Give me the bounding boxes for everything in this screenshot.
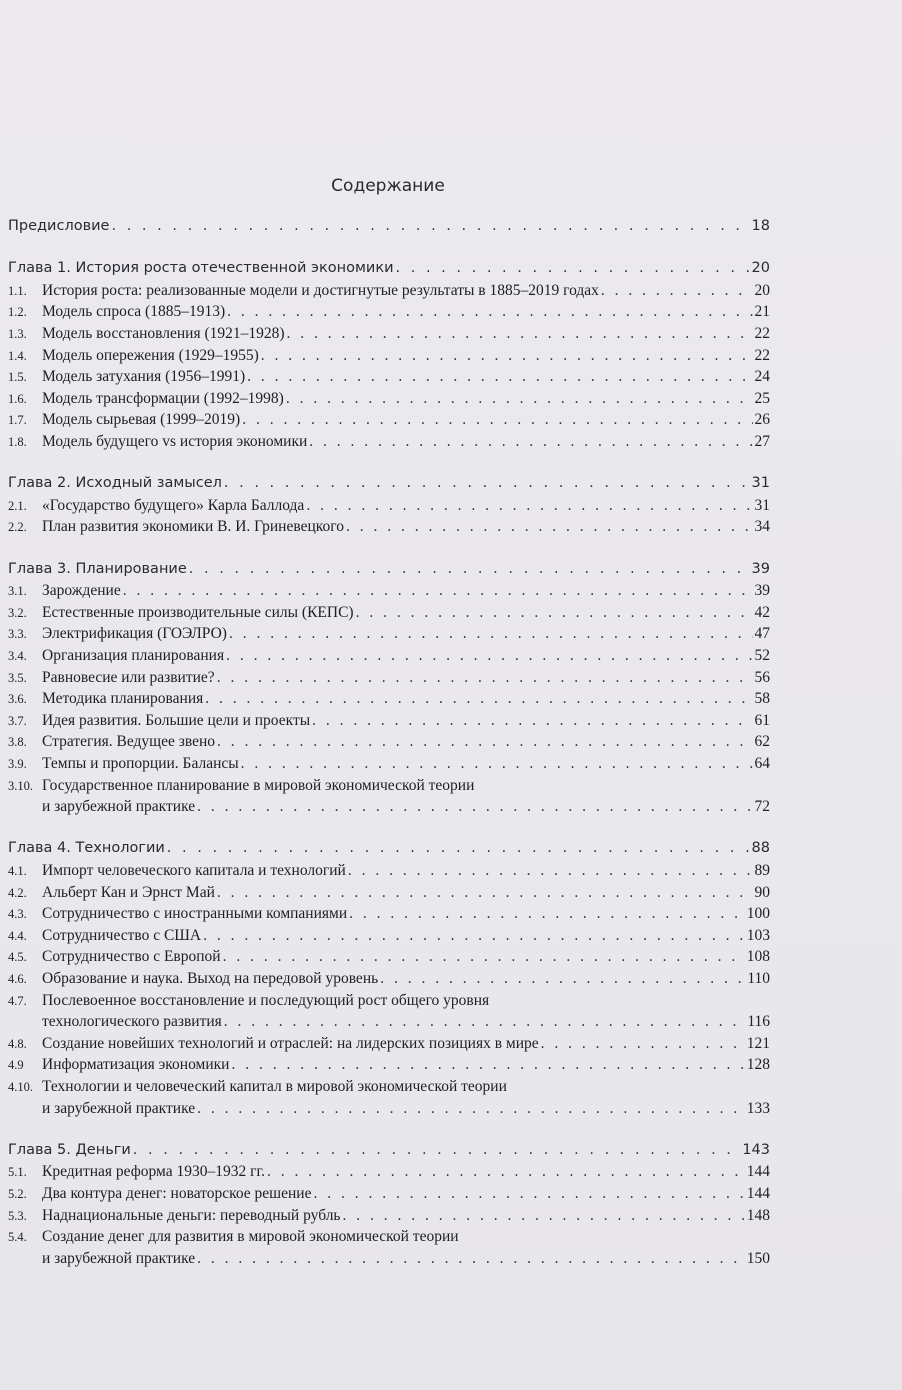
toc-section-title: Электрификация (ГОЭЛРО) xyxy=(42,625,227,643)
toc-section-title: Зарождение xyxy=(42,582,121,600)
toc-section-number: 1.8. xyxy=(8,435,27,449)
leader-dots xyxy=(346,518,753,536)
toc-section-title: Государственное планирование в мировой экономической теории xyxy=(42,776,475,794)
toc-preface-label: Предисловие xyxy=(8,218,110,234)
toc-section-number: 3.3. xyxy=(8,627,27,642)
toc-section-number: 4.1. xyxy=(8,864,27,878)
toc-chapter-label: Глава 2. Исходный замысел xyxy=(8,475,222,492)
toc-section-number: 4.2. xyxy=(8,885,27,900)
toc-section-title: Технологии и человеческий капитал в мировой экономической теории xyxy=(42,1078,507,1095)
toc-section-title: Послевоенное восстановление и последующий рост общего уровня xyxy=(42,991,490,1009)
toc-page-number: 24 xyxy=(754,368,770,386)
toc-section-number: 4.4. xyxy=(8,928,27,943)
toc-section-number: 1.5. xyxy=(8,370,27,385)
toc-section-number: 3.9. xyxy=(8,757,27,771)
leader-dots xyxy=(231,1056,744,1074)
toc-section[interactable] xyxy=(8,1185,770,1206)
toc-chapter[interactable] xyxy=(8,840,770,861)
toc-section[interactable] xyxy=(8,647,770,668)
leader-dots xyxy=(306,497,752,515)
toc-page-number: 121 xyxy=(746,1034,770,1052)
toc-section-title: Методика планирования xyxy=(42,690,204,708)
toc-chapter[interactable] xyxy=(8,561,770,582)
toc-section[interactable] xyxy=(8,733,770,754)
toc-section-title: План развития экономики В. И. Гриневецкого xyxy=(42,518,344,536)
toc-page-number: 34 xyxy=(754,518,770,536)
toc-section-number: 3.1. xyxy=(8,584,27,599)
toc-page-number: 47 xyxy=(754,625,770,643)
leader-dots xyxy=(261,347,753,365)
toc-section-title: Два контура денег: новаторское решение xyxy=(42,1185,312,1202)
toc-page-number: 62 xyxy=(754,733,770,751)
toc-section[interactable] xyxy=(8,862,770,883)
toc-section-title-cont: и зарубежной практике xyxy=(42,798,196,816)
leader-dots xyxy=(111,218,749,234)
leader-dots xyxy=(229,625,753,643)
leader-dots xyxy=(343,1207,745,1225)
leader-dots xyxy=(217,669,753,687)
toc-section-number: 5.2. xyxy=(8,1187,27,1201)
leader-dots xyxy=(203,927,745,945)
leader-dots xyxy=(133,1142,741,1158)
toc-section-title-cont: и зарубежной практике xyxy=(42,1249,196,1267)
leader-dots xyxy=(287,325,753,343)
toc-page-number: 143 xyxy=(742,1141,770,1158)
toc-section-title: Сотрудничество с США xyxy=(42,926,202,944)
toc-section-number: 3.6. xyxy=(8,692,27,707)
toc-chapter-label: Глава 5. Деньги xyxy=(8,1141,131,1158)
toc-section[interactable] xyxy=(8,1228,770,1249)
toc-section-number: 1.7. xyxy=(8,413,27,428)
toc-page-number: 42 xyxy=(754,603,770,621)
leader-dots xyxy=(223,948,745,966)
leader-dots xyxy=(356,604,753,622)
toc-section-number: 4.8. xyxy=(8,1036,27,1051)
toc-page-number: 25 xyxy=(754,389,770,407)
toc-page-number: 27 xyxy=(754,433,770,450)
toc-chapter-label: Глава 1. История роста отечественной экономики xyxy=(8,260,394,277)
toc-section[interactable] xyxy=(8,347,770,368)
toc-section-title: «Государство будущего» Карла Баллода xyxy=(42,496,305,514)
toc-page-number: 116 xyxy=(747,1013,770,1031)
toc-section[interactable] xyxy=(8,970,770,991)
toc-page-number: 103 xyxy=(746,926,770,944)
toc-section-continuation[interactable] xyxy=(8,1013,770,1034)
toc-section-title: Естественные производительные силы (КЕПС) xyxy=(42,603,354,621)
toc-section[interactable] xyxy=(8,992,770,1013)
leader-dots xyxy=(197,798,752,816)
toc-section-title: Модель будущего vs история экономики xyxy=(42,433,308,450)
toc-section-number: 3.2. xyxy=(8,605,27,620)
toc-section-continuation[interactable] xyxy=(8,1250,770,1271)
toc-section-continuation[interactable] xyxy=(8,1100,770,1121)
toc-section[interactable] xyxy=(8,368,770,389)
leader-dots xyxy=(224,1013,746,1031)
toc-section[interactable] xyxy=(8,582,770,603)
toc-section[interactable] xyxy=(8,948,770,969)
leader-dots xyxy=(312,712,752,730)
toc-page-number: 88 xyxy=(751,840,770,857)
toc-section[interactable] xyxy=(8,282,770,303)
toc-page-number: 64 xyxy=(754,755,770,772)
toc-section[interactable] xyxy=(8,755,770,776)
leader-dots xyxy=(242,411,752,429)
toc-section[interactable] xyxy=(8,1056,770,1077)
toc-section[interactable] xyxy=(8,884,770,905)
toc-section[interactable] xyxy=(8,690,770,711)
toc-page-number: 21 xyxy=(754,303,770,321)
toc-section-title: Сотрудничество с Европой xyxy=(42,948,221,966)
leader-dots xyxy=(197,1100,745,1118)
toc-page-number: 58 xyxy=(754,690,770,708)
toc-section-number: 1.3. xyxy=(8,327,27,341)
toc-section-title: Организация планирования xyxy=(42,647,225,664)
leader-dots xyxy=(226,647,752,665)
toc-section-number: 4.10. xyxy=(8,1080,33,1094)
toc-page-number: 72 xyxy=(754,798,770,816)
toc-page-number: 133 xyxy=(746,1099,770,1117)
toc-section-number: 2.2. xyxy=(8,520,27,535)
toc-section-number: 1.4. xyxy=(8,348,27,363)
leader-dots xyxy=(541,1035,745,1053)
toc-section[interactable] xyxy=(8,712,770,733)
toc-section[interactable] xyxy=(8,433,770,454)
toc-section-title: Сотрудничество с иностранными компаниями xyxy=(42,905,348,923)
leader-dots xyxy=(396,260,750,276)
toc-page-number: 148 xyxy=(746,1206,770,1224)
toc-section-number: 4.5. xyxy=(8,950,27,965)
toc-section[interactable] xyxy=(8,1078,770,1099)
toc-chapter[interactable] xyxy=(8,260,770,281)
bleed-through-shadow xyxy=(776,178,902,1138)
toc-page-number: 89 xyxy=(754,862,770,879)
toc-section-title-cont: технологического развития xyxy=(42,1013,222,1031)
toc-section[interactable] xyxy=(8,669,770,690)
toc-page-number: 26 xyxy=(754,411,770,429)
toc-page-number: 18 xyxy=(751,218,770,234)
leader-dots xyxy=(380,970,745,988)
toc-section-number: 3.10. xyxy=(8,778,33,793)
leader-dots xyxy=(309,433,752,451)
toc-page-number: 128 xyxy=(746,1056,770,1074)
toc-section-title: Стратегия. Ведущее звено xyxy=(42,733,216,751)
toc-chapter-label: Глава 3. Планирование xyxy=(8,560,187,577)
toc-section-number: 1.6. xyxy=(8,391,27,406)
toc-section[interactable] xyxy=(8,1035,770,1056)
toc-section-title: Информатизация экономики xyxy=(42,1056,230,1074)
leader-dots xyxy=(217,733,752,751)
toc-section-title-cont: и зарубежной практике xyxy=(42,1099,196,1117)
toc-page-number: 20 xyxy=(754,281,770,299)
toc-section-number: 1.1. xyxy=(8,283,27,298)
toc-page-number: 39 xyxy=(751,560,770,577)
toc-page-number: 108 xyxy=(746,948,770,966)
toc-section-title: Идея развития. Большие цели и проекты xyxy=(42,711,311,729)
toc-section-title: Модель сырьевая (1999–2019) xyxy=(42,411,241,429)
toc-section[interactable] xyxy=(8,1207,770,1228)
toc-page-number: 61 xyxy=(754,711,770,729)
toc-section-title: История роста: реализованные модели и достигнутые результаты в 1885–2019 годах xyxy=(42,281,599,299)
leader-dots xyxy=(241,755,753,773)
toc-section[interactable] xyxy=(8,325,770,346)
leader-dots xyxy=(348,862,753,880)
toc-page-number: 100 xyxy=(746,905,770,923)
toc-chapter[interactable] xyxy=(8,475,770,496)
toc-section[interactable] xyxy=(8,303,770,324)
page-title: Содержание xyxy=(331,176,445,196)
toc-chapter[interactable] xyxy=(8,1142,770,1163)
leader-dots xyxy=(349,905,745,923)
toc-page-number: 144 xyxy=(746,1163,770,1181)
toc-page-number: 110 xyxy=(747,970,770,987)
toc-section[interactable] xyxy=(8,905,770,926)
toc-section-continuation[interactable] xyxy=(8,798,770,819)
leader-dots xyxy=(205,690,752,708)
toc-section-number: 3.5. xyxy=(8,670,27,685)
toc-section[interactable] xyxy=(8,411,770,432)
leader-dots xyxy=(224,475,750,491)
toc-section-title: Модель спроса (1885–1913) xyxy=(42,303,226,321)
toc-page-number: 150 xyxy=(746,1249,770,1267)
toc-section-title: Кредитная реформа 1930–1932 гг. xyxy=(42,1163,265,1181)
toc-section-title: Модель трансформации (1992–1998) xyxy=(42,389,284,407)
toc-section-number: 1.2. xyxy=(8,305,27,320)
toc-section-number: 4.6. xyxy=(8,972,27,986)
toc-page-number: 31 xyxy=(751,475,770,492)
toc-section[interactable] xyxy=(8,625,770,646)
toc-section-number: 5.3. xyxy=(8,1208,27,1223)
toc-page-number: 56 xyxy=(754,668,770,686)
toc-section-number: 4.3. xyxy=(8,907,27,922)
toc-section-number: 3.7. xyxy=(8,713,27,728)
leader-dots xyxy=(267,1163,745,1181)
leader-dots xyxy=(601,282,753,300)
toc-section[interactable] xyxy=(8,497,770,518)
leader-dots xyxy=(217,884,753,902)
toc-page-number: 22 xyxy=(754,325,770,342)
toc-page-number: 144 xyxy=(746,1185,770,1202)
leader-dots xyxy=(167,840,750,856)
toc-section-number: 4.7. xyxy=(8,993,27,1008)
toc-section-title: Модель опережения (1929–1955) xyxy=(42,346,259,364)
toc-section[interactable] xyxy=(8,518,770,539)
toc-section-title: Образование и наука. Выход на передовой уровень xyxy=(42,970,379,987)
toc-section[interactable] xyxy=(8,390,770,411)
toc-section-title: Модель восстановления (1921–1928) xyxy=(42,325,285,342)
toc-preface[interactable] xyxy=(8,218,770,239)
leader-dots xyxy=(123,582,753,600)
toc-page-number: 20 xyxy=(751,260,770,277)
toc-section-title: Создание денег для развития в мировой экономической теории xyxy=(42,1228,459,1246)
toc-section-title: Альберт Кан и Эрнст Май xyxy=(42,883,215,901)
toc-section[interactable] xyxy=(8,604,770,625)
leader-dots xyxy=(189,561,750,577)
toc-section[interactable] xyxy=(8,1163,770,1184)
toc-section-title: Импорт человеческого капитала и технологий xyxy=(42,862,346,879)
toc-page-number: 90 xyxy=(754,883,770,901)
toc-section-title: Равновесие или развитие? xyxy=(42,668,215,686)
toc-page-number: 22 xyxy=(754,346,770,364)
leader-dots xyxy=(313,1185,744,1203)
leader-dots xyxy=(227,303,752,321)
leader-dots xyxy=(197,1250,745,1268)
toc-section-title: Наднациональные деньги: переводный рубль xyxy=(42,1206,341,1224)
toc-section-title: Модель затухания (1956–1991) xyxy=(42,368,246,386)
toc-section-number: 3.4. xyxy=(8,649,27,663)
toc-section[interactable] xyxy=(8,927,770,948)
toc-chapter-label: Глава 4. Технологии xyxy=(8,840,165,857)
toc-section[interactable] xyxy=(8,777,770,798)
toc-section-number: 3.8. xyxy=(8,735,27,750)
leader-dots xyxy=(247,368,752,386)
toc-section-title: Создание новейших технологий и отраслей: на лидерских позициях в мире xyxy=(42,1034,539,1052)
leader-dots xyxy=(286,390,753,408)
toc-page-number: 52 xyxy=(754,647,770,664)
toc-page-number: 39 xyxy=(754,582,770,600)
toc-section-number: 4.9 xyxy=(8,1058,24,1073)
toc-section-number: 2.1. xyxy=(8,498,27,513)
toc-section-number: 5.4. xyxy=(8,1230,27,1245)
toc-page-number: 31 xyxy=(754,496,770,514)
toc-section-title: Темпы и пропорции. Балансы xyxy=(42,755,239,772)
toc-section-number: 5.1. xyxy=(8,1165,27,1180)
